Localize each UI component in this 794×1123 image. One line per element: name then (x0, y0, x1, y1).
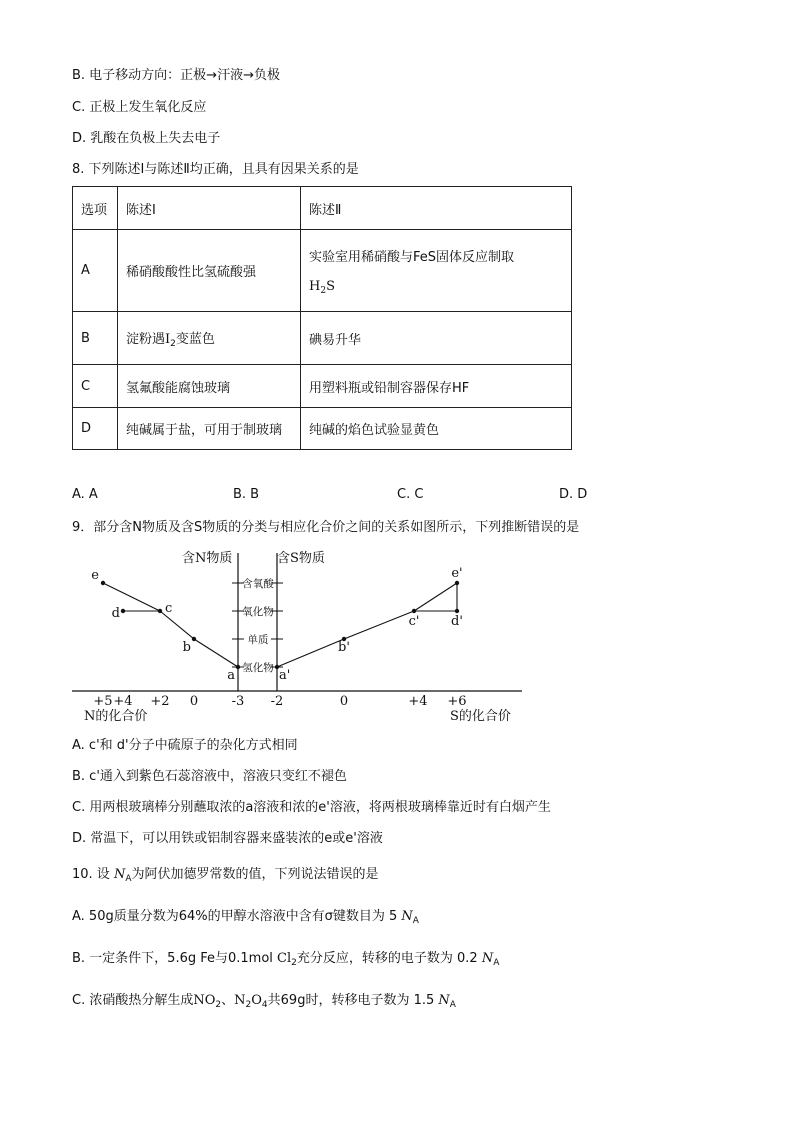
n-axis-label: N的化合价 (84, 709, 148, 724)
s-axis-label: S的化合价 (450, 709, 511, 724)
point-label: a (227, 668, 235, 683)
text: 共69g时，转移电子数为 1.5 (267, 993, 435, 1008)
data-point (101, 581, 105, 585)
q9-option-b: B. c'通入到紫色石蕊溶液中，溶液只变红不褪色 (72, 769, 347, 784)
q8-table (72, 186, 572, 450)
point-label: e (91, 568, 99, 583)
table-cell-option: C (73, 365, 118, 408)
s-tick-label: -2 (270, 694, 284, 709)
formula-subscript: 2 (320, 285, 327, 296)
q9-option-d: D. 常温下，可以用铁或铝制容器来盛装浓的e或e'溶液 (72, 831, 383, 846)
text: B. 一定条件下，5.6g Fe与0.1mol (72, 951, 278, 966)
n-tick-label: -3 (231, 694, 245, 709)
q8-answer-a: A. A (72, 487, 98, 502)
data-point (412, 609, 416, 613)
q8-stem: 8. 下列陈述Ⅰ与陈述Ⅱ均正确，且具有因果关系的是 (72, 162, 359, 177)
q7-option-d: D. 乳酸在负极上失去电子 (72, 131, 221, 146)
na-symbol: N (401, 909, 413, 924)
na-subscript: A (412, 916, 419, 926)
valence-chart (72, 545, 524, 725)
q7-option-c: C. 正极上发生氧化反应 (72, 100, 207, 115)
n-tick-label: +2 (150, 694, 170, 709)
q8-answer-b: B. B (233, 487, 260, 502)
statement2-line1: 实验室用稀硝酸与FeS固体反应制取 (309, 249, 515, 265)
category-label: 氢化物 (242, 662, 274, 674)
q10-option-b (72, 950, 499, 972)
table-header-cell: 陈述Ⅰ (118, 187, 301, 230)
na-subscript: A (125, 874, 132, 884)
point-label: d' (451, 614, 463, 629)
tick-labels (93, 694, 466, 709)
table-cell-option: A (73, 230, 118, 312)
n-tick-label: +4 (113, 694, 133, 709)
q10-option-a (72, 908, 419, 930)
text: 充分反应，转移的电子数为 0.2 (296, 951, 478, 966)
table-cell-statement2 (301, 230, 572, 312)
data-point (121, 609, 125, 613)
table-cell-statement1: 氢氟酸能腐蚀玻璃 (118, 365, 301, 408)
table-row (73, 230, 572, 312)
formula-element: S (326, 278, 335, 294)
formula-element: I (165, 331, 171, 347)
point-label: d (111, 606, 120, 621)
text: 、 (221, 993, 235, 1008)
point-label: a' (279, 668, 291, 683)
h2s-formula (309, 279, 563, 296)
na-subscript: A (493, 958, 500, 968)
connector-line (277, 639, 344, 667)
n-tick-label: 0 (189, 694, 199, 709)
table-row (73, 312, 572, 365)
na-symbol: N (438, 993, 450, 1008)
q9-option-a: A. c'和 d'分子中硫原子的杂化方式相同 (72, 738, 298, 753)
n-tick-label: +5 (93, 694, 113, 709)
q10-stem (72, 866, 379, 888)
q8-answer-d: D. D (559, 487, 588, 502)
table-cell-statement1: 稀硝酸酸性比氢硫酸强 (118, 230, 301, 312)
point-label: b (182, 640, 191, 655)
category-label: 氧化物 (242, 606, 274, 618)
table-header-cell: 陈述Ⅱ (301, 187, 572, 230)
right-title: 含S物质 (277, 551, 325, 566)
connector-line (344, 611, 414, 639)
s-tick-label: +6 (447, 694, 467, 709)
formula-element: NO (193, 993, 216, 1008)
category-label: 单质 (247, 634, 269, 646)
text: A. 50g质量分数为64%的甲醇水溶液中含有σ键数目为 5 (72, 909, 398, 924)
connector-line (194, 639, 238, 667)
text: 淀粉遇 (126, 331, 166, 347)
formula-subscript: 2 (245, 1000, 252, 1010)
point-label: b' (338, 640, 350, 655)
formula-subscript: 2 (291, 958, 297, 968)
text: C. 浓硝酸热分解生成 (72, 993, 194, 1008)
table-header-row (73, 187, 572, 230)
left-title: 含N物质 (182, 551, 233, 566)
text: 变蓝色 (175, 331, 215, 347)
table-cell-option: B (73, 312, 118, 365)
q9-stem: 9．部分含N物质及含S物质的分类与相应化合价之间的关系如图所示，下列推断错误的是 (72, 520, 580, 535)
point-label: c' (408, 614, 420, 629)
q9-option-c: C. 用两根玻璃棒分别蘸取浓的a溶液和浓的e'溶液，将两根玻璃棒靠近时有白烟产生 (72, 800, 551, 815)
formula-element: H (309, 278, 321, 294)
table-cell-statement2: 碘易升华 (301, 312, 572, 365)
connector-line (414, 583, 457, 611)
formula-subscript: 2 (215, 1000, 222, 1010)
table-cell-option: D (73, 408, 118, 450)
point-label: c (165, 601, 173, 616)
formula-element: Cl (277, 951, 292, 966)
text: 为阿伏加德罗常数的值，下列说法错误的是 (131, 867, 379, 882)
table-cell-statement1 (118, 312, 301, 365)
data-point (192, 637, 196, 641)
data-point (455, 581, 459, 585)
table-row (73, 365, 572, 408)
na-subscript: A (449, 1000, 456, 1010)
na-symbol: N (113, 867, 126, 882)
s-tick-label: 0 (339, 694, 349, 709)
table-cell-statement2: 用塑料瓶或铅制容器保存HF (301, 365, 572, 408)
data-point (455, 609, 459, 613)
text: 10. 设 (72, 867, 110, 882)
point-label: e' (451, 566, 463, 581)
data-point (236, 665, 240, 669)
formula-element: N (234, 993, 246, 1008)
formula-element: O (251, 993, 262, 1008)
s-tick-label: +4 (408, 694, 428, 709)
na-symbol: N (481, 951, 494, 966)
connecting-lines (103, 583, 457, 667)
data-point (158, 609, 162, 613)
q8-answer-c: C. C (397, 487, 424, 502)
formula-subscript: 2 (170, 338, 176, 349)
category-label: 含氧酸 (242, 578, 274, 590)
table-cell-statement1: 纯碱属于盐，可用于制玻璃 (118, 408, 301, 450)
formula-subscript: 4 (261, 1000, 268, 1010)
q10-option-c (72, 992, 456, 1014)
q7-option-b: B. 电子移动方向：正极→汗液→负极 (72, 68, 280, 83)
table-row (73, 408, 572, 450)
table-header-cell: 选项 (73, 187, 118, 230)
category-labels (232, 577, 283, 674)
table-cell-statement2: 纯碱的焰色试验显黄色 (301, 408, 572, 450)
